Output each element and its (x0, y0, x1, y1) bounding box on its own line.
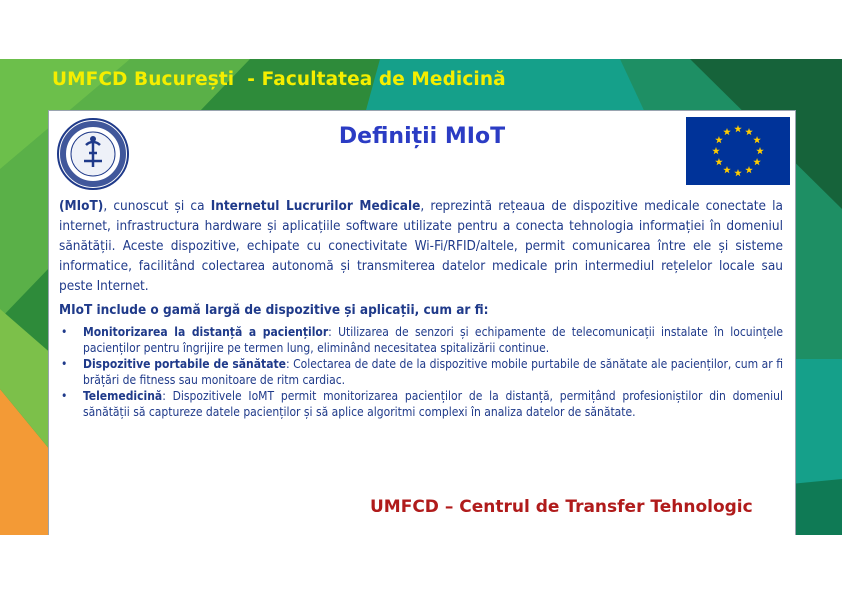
header-title: UMFCD București - Facultatea de Medicină (52, 69, 506, 90)
bullet-icon: • (61, 389, 68, 403)
item-term: Dispozitive portabile de sănătate (83, 357, 286, 371)
list-item (61, 388, 783, 420)
item-term: Telemedicină (83, 389, 163, 403)
list-item (61, 324, 783, 356)
slide (0, 59, 842, 535)
content-panel (48, 110, 796, 535)
item-term: Monitorizarea la distanță a pacienților (83, 325, 329, 339)
intro-text-2: , reprezintă rețeaua de dispozitive medicale conectate la internet, infrastructura hardware și aplicațiile software utilizate pentru a conecta tehnologia informației în domeniul sănătății. Aceste dispozitive, echipate cu conectivitate Wi-Fi/RFID/altele, permit comunicarea între ele și sisteme informatice, facilitând colectarea autonomă și transmiterea datelor medicale prin intermediul rețelelor locale sau peste Internet. (59, 198, 783, 294)
list-item (61, 356, 783, 388)
intro-term-full: Internetul Lucrurilor Medicale (210, 198, 421, 214)
intro-text-1: , cunoscut și ca (103, 198, 211, 214)
panel-content (59, 196, 783, 420)
bullet-icon: • (61, 357, 68, 371)
bullet-icon: • (61, 325, 68, 339)
item-text: : Dispozitivele IoMT permit monitorizarea pacienților de la distanță, permițând profesioniștilor din domeniul sănătății să captureze datele pacienților și să aplice algoritmi complexi în analiza datelor de sănătate. (83, 389, 783, 419)
item-text: : Colectarea de date de la dispozitive mobile purtabile de sănătate ale pacienților, cum ar fi brățări de fitness sau monitoare de ritm cardiac. (83, 357, 783, 387)
intro-paragraph (59, 196, 783, 296)
eu-flag-icon (686, 117, 790, 185)
device-list (59, 324, 783, 420)
panel-title: Definiții MIoT (338, 124, 506, 149)
intro-term-abbr: (MIoT) (59, 198, 104, 214)
list-heading: MIoT include o gamă largă de dispozitive și aplicații, cum ar fi: (59, 302, 489, 318)
item-text: : Utilizarea de senzori și echipamente de telecomunicații instalate în locuințele pacienților pentru îngrijire pe termen lung, eliminând necesitatea spitalizării continue. (83, 325, 783, 355)
footer-title: UMFCD – Centrul de Transfer Tehnologic (370, 497, 753, 517)
